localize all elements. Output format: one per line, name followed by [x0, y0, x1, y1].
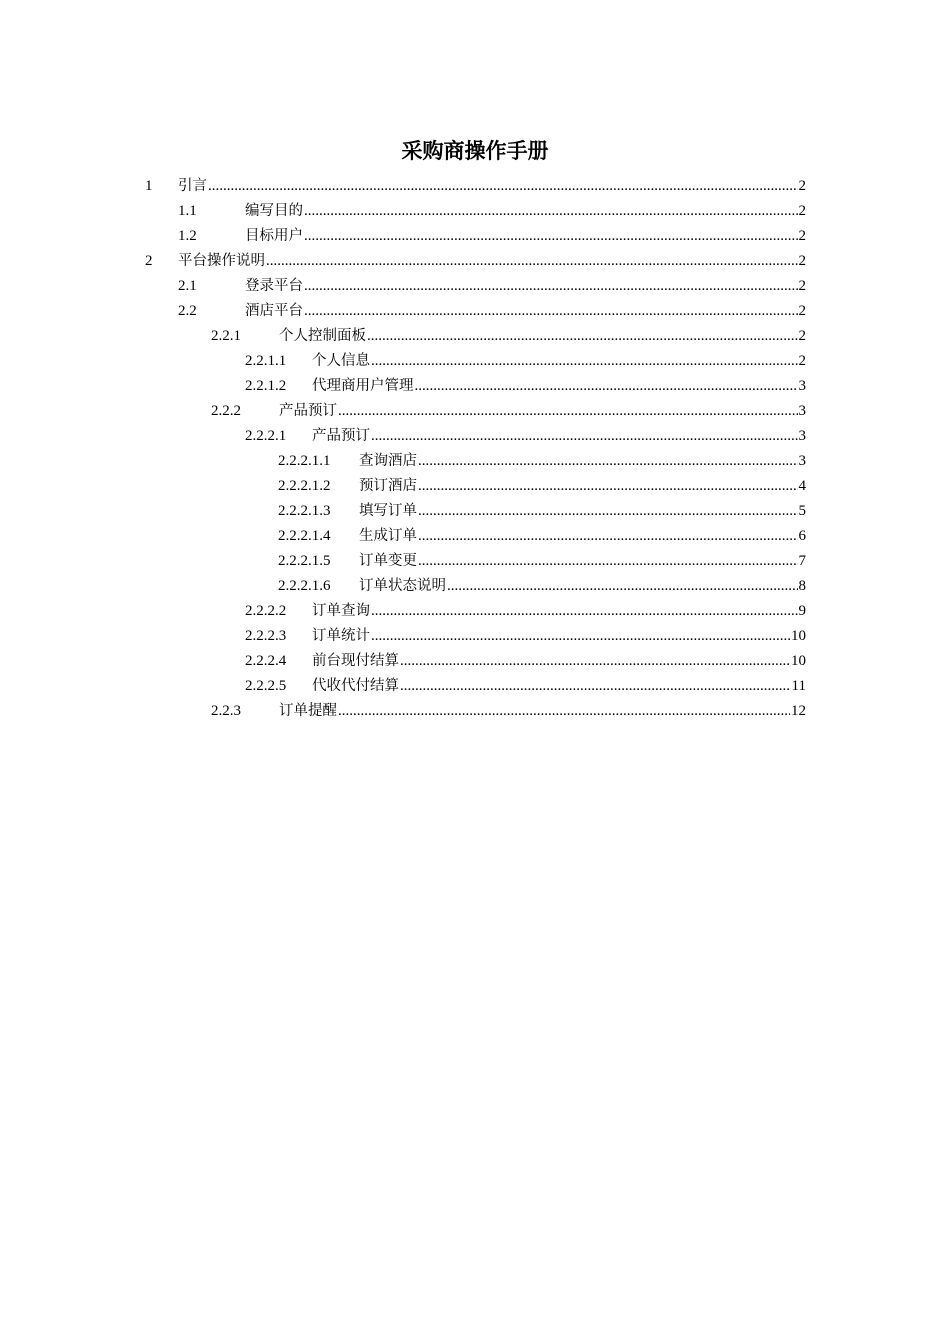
toc-entry[interactable]: [178, 299, 806, 324]
toc-entry-title: 登录平台: [245, 278, 303, 294]
toc-entry[interactable]: [245, 649, 806, 674]
toc-entry-page-number: 2: [798, 328, 806, 344]
toc-dot-leader: [371, 424, 798, 449]
toc-entry-page-number: 2: [798, 253, 806, 269]
toc-dot-leader: [415, 374, 798, 399]
toc-entry-page-number: 12: [791, 703, 806, 719]
toc-entry-title: 引言: [178, 178, 207, 194]
toc-entry[interactable]: [178, 199, 806, 224]
toc-entry[interactable]: [145, 174, 806, 199]
toc-entry[interactable]: [178, 224, 806, 249]
toc-entry-page-number: 10: [791, 628, 806, 644]
toc-entry[interactable]: [245, 674, 806, 699]
toc-entry[interactable]: [178, 274, 806, 299]
toc-dot-leader: [304, 299, 798, 324]
toc-dot-leader: [338, 699, 790, 724]
toc-entry[interactable]: [245, 374, 806, 399]
toc-dot-leader: [304, 224, 798, 249]
toc-entry-title: 前台现付结算: [312, 653, 399, 669]
toc-entry-page-number: 2: [798, 178, 806, 194]
toc-entry[interactable]: [245, 624, 806, 649]
toc-entry-title: 预订酒店: [359, 478, 417, 494]
toc-entry-number: 2.2.3: [211, 703, 241, 719]
toc-entry-page-number: 6: [798, 528, 806, 544]
toc-entry-number: 2.2.2.1.6: [278, 578, 331, 594]
toc-entry[interactable]: [245, 599, 806, 624]
toc-entry-number: 1.1: [178, 203, 197, 219]
toc-entry-number: 2.1: [178, 278, 197, 294]
toc-entry-number: 2.2.2.1.3: [278, 503, 331, 519]
toc-entry[interactable]: [145, 249, 806, 274]
toc-entry-number: 1.2: [178, 228, 197, 244]
toc-entry-title: 平台操作说明: [178, 253, 265, 269]
toc-entry-title: 编写目的: [245, 203, 303, 219]
toc-entry-page-number: 2: [798, 228, 806, 244]
document-title: 采购商操作手册: [401, 138, 549, 163]
toc-entry-page-number: 8: [798, 578, 806, 594]
toc-entry-number: 2.2.2.1.2: [278, 478, 331, 494]
toc-entry-number: 2.2.2.1.1: [278, 453, 331, 469]
toc-entry-title: 目标用户: [245, 228, 303, 244]
toc-entry-page-number: 3: [798, 378, 806, 394]
toc-dot-leader: [266, 249, 798, 274]
toc-entry-number: 2.2.1.2: [245, 378, 287, 394]
toc-entry[interactable]: [278, 474, 806, 499]
toc-entry-number: 2.2.2.1.4: [278, 528, 331, 544]
toc-entry[interactable]: [278, 524, 806, 549]
toc-entry-title: 订单变更: [359, 553, 417, 569]
toc-entry-title: 产品预订: [312, 428, 370, 444]
toc-entry-title: 查询酒店: [359, 453, 417, 469]
toc-entry-number: 2.2.2.1: [245, 428, 287, 444]
toc-entry-number: 2.2.2.1.5: [278, 553, 331, 569]
toc-dot-leader: [418, 449, 798, 474]
toc-dot-leader: [338, 399, 798, 424]
toc-entry[interactable]: [245, 424, 806, 449]
toc-entry[interactable]: [211, 399, 806, 424]
toc-entry[interactable]: [278, 574, 806, 599]
toc-dot-leader: [418, 524, 798, 549]
toc-dot-leader: [447, 574, 798, 599]
toc-entry-page-number: 4: [798, 478, 806, 494]
toc-entry-title: 订单统计: [312, 628, 370, 644]
toc-entry[interactable]: [278, 449, 806, 474]
toc-entry-title: 代理商用户管理: [312, 378, 414, 394]
toc-entry[interactable]: [278, 549, 806, 574]
toc-dot-leader: [304, 199, 798, 224]
toc-entry-page-number: 11: [791, 678, 806, 694]
toc-entry-title: 填写订单: [359, 503, 417, 519]
toc-entry-title: 订单提醒: [279, 703, 337, 719]
toc-entry-title: 订单查询: [312, 603, 370, 619]
toc-entry-number: 2.2.2.3: [245, 628, 287, 644]
toc-dot-leader: [371, 349, 798, 374]
toc-dot-leader: [400, 649, 790, 674]
toc-entry-page-number: 5: [798, 503, 806, 519]
toc-entry-page-number: 2: [798, 203, 806, 219]
toc-entry-title: 个人控制面板: [279, 328, 366, 344]
toc-entry-page-number: 2: [798, 303, 806, 319]
toc-entry-page-number: 7: [798, 553, 806, 569]
toc-entry-title: 生成订单: [359, 528, 417, 544]
toc-entry-number: 2.2.2: [211, 403, 241, 419]
toc-entry-title: 酒店平台: [245, 303, 303, 319]
toc-entry-page-number: 2: [798, 278, 806, 294]
toc-entry-page-number: 10: [791, 653, 806, 669]
toc-entry-title: 产品预订: [279, 403, 337, 419]
toc-entry-title: 个人信息: [312, 353, 370, 369]
toc-entry-page-number: 2: [798, 353, 806, 369]
toc-entry-number: 2.2: [178, 303, 197, 319]
toc-entry-page-number: 3: [798, 428, 806, 444]
toc-entry[interactable]: [245, 349, 806, 374]
toc-dot-leader: [418, 474, 798, 499]
toc-entry-number: 1: [145, 178, 153, 194]
toc-entry-number: 2: [145, 253, 153, 269]
toc-entry-number: 2.2.2.4: [245, 653, 287, 669]
toc-entry-number: 2.2.2.2: [245, 603, 287, 619]
toc-entry[interactable]: [278, 499, 806, 524]
toc-entry[interactable]: [211, 699, 806, 724]
toc-entry-number: 2.2.1: [211, 328, 241, 344]
toc-entry-number: 2.2.1.1: [245, 353, 287, 369]
toc-dot-leader: [418, 499, 798, 524]
toc-dot-leader: [304, 274, 798, 299]
toc-entry-number: 2.2.2.5: [245, 678, 287, 694]
toc-dot-leader: [208, 174, 798, 199]
toc-entry-page-number: 3: [798, 453, 806, 469]
toc-entry-page-number: 9: [798, 603, 806, 619]
toc-entry-title: 订单状态说明: [359, 578, 446, 594]
toc-dot-leader: [400, 674, 791, 699]
toc-dot-leader: [367, 324, 798, 349]
toc-dot-leader: [418, 549, 798, 574]
toc-dot-leader: [371, 599, 798, 624]
toc-dot-leader: [371, 624, 790, 649]
toc-entry-title: 代收代付结算: [312, 678, 399, 694]
toc-entry[interactable]: [211, 324, 806, 349]
toc-entry-page-number: 3: [798, 403, 806, 419]
